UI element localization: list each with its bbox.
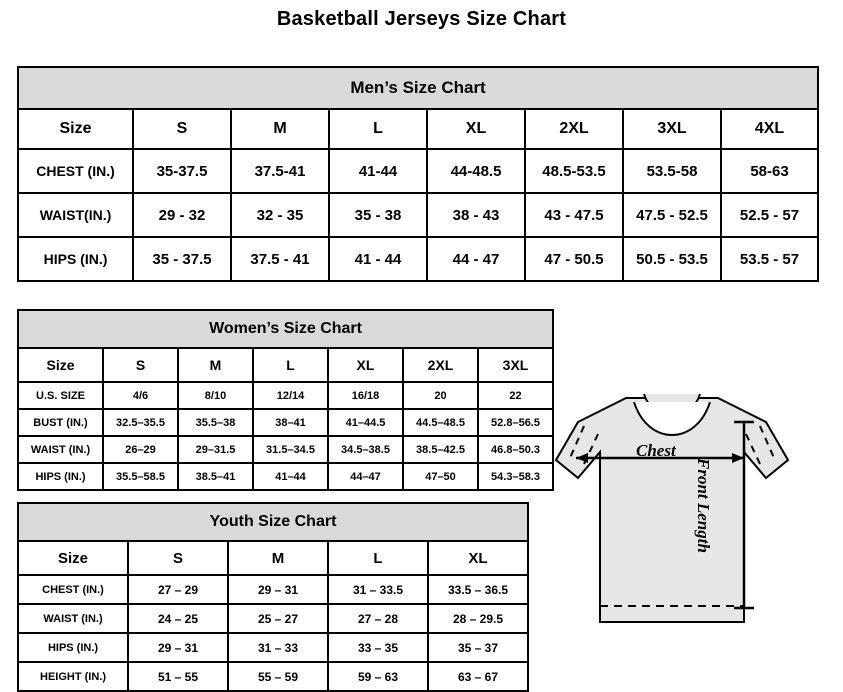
youth-table-caption: Youth Size Chart — [18, 503, 528, 541]
table-row — [18, 149, 818, 193]
mens-chest-xl: 44-48.5 — [427, 149, 525, 193]
mens-row-label-chest: CHEST (IN.) — [18, 149, 133, 193]
youth-header-m: M — [228, 541, 328, 575]
womens-row-label-waist: WAIST (IN.) — [18, 436, 103, 463]
youth-table-caption-row — [18, 503, 528, 541]
womens-header-xl: XL — [328, 348, 403, 382]
womens-hips-xl: 44–47 — [328, 463, 403, 490]
mens-table-header-row — [18, 109, 818, 149]
womens-header-2xl: 2XL — [403, 348, 478, 382]
table-row — [18, 575, 528, 604]
mens-waist-m: 32 - 35 — [231, 193, 329, 237]
mens-chest-3xl: 53.5-58 — [623, 149, 721, 193]
womens-row-label-bust: BUST (IN.) — [18, 409, 103, 436]
youth-header-size: Size — [18, 541, 128, 575]
youth-height-m: 55 – 59 — [228, 662, 328, 691]
womens-header-3xl: 3XL — [478, 348, 553, 382]
womens-waist-3xl: 46.8–50.3 — [478, 436, 553, 463]
mens-chest-s: 35-37.5 — [133, 149, 231, 193]
table-row — [18, 382, 553, 409]
youth-waist-m: 25 – 27 — [228, 604, 328, 633]
youth-hips-l: 33 – 35 — [328, 633, 428, 662]
mens-row-label-hips: HIPS (IN.) — [18, 237, 133, 281]
mens-header-l: L — [329, 109, 427, 149]
mens-hips-xl: 44 - 47 — [427, 237, 525, 281]
womens-header-s: S — [103, 348, 178, 382]
womens-table-caption: Women’s Size Chart — [18, 310, 553, 348]
womens-table-caption-row — [18, 310, 553, 348]
youth-chest-m: 29 – 31 — [228, 575, 328, 604]
youth-header-l: L — [328, 541, 428, 575]
mens-chest-m: 37.5-41 — [231, 149, 329, 193]
mens-waist-s: 29 - 32 — [133, 193, 231, 237]
womens-waist-2xl: 38.5–42.5 — [403, 436, 478, 463]
youth-waist-l: 27 – 28 — [328, 604, 428, 633]
mens-hips-3xl: 50.5 - 53.5 — [623, 237, 721, 281]
womens-bust-xl: 41–44.5 — [328, 409, 403, 436]
mens-header-3xl: 3XL — [623, 109, 721, 149]
mens-chest-l: 41-44 — [329, 149, 427, 193]
womens-hips-l: 41–44 — [253, 463, 328, 490]
mens-header-size: Size — [18, 109, 133, 149]
mens-header-s: S — [133, 109, 231, 149]
youth-row-label-hips: HIPS (IN.) — [18, 633, 128, 662]
mens-table-caption: Men’s Size Chart — [18, 67, 818, 109]
page-title: Basketball Jerseys Size Chart — [276, 8, 567, 30]
womens-bust-m: 35.5–38 — [178, 409, 253, 436]
youth-hips-xl: 35 – 37 — [428, 633, 528, 662]
youth-chest-l: 31 – 33.5 — [328, 575, 428, 604]
youth-table-header-row — [18, 541, 528, 575]
mens-header-2xl: 2XL — [525, 109, 623, 149]
youth-chest-xl: 33.5 – 36.5 — [428, 575, 528, 604]
womens-bust-3xl: 52.8–56.5 — [478, 409, 553, 436]
front-length-measurement-label: Front Length — [694, 458, 713, 553]
womens-waist-s: 26–29 — [103, 436, 178, 463]
table-row — [18, 604, 528, 633]
youth-header-s: S — [128, 541, 228, 575]
table-row — [18, 633, 528, 662]
womens-row-label-hips: HIPS (IN.) — [18, 463, 103, 490]
womens-size-chart-table — [17, 309, 554, 491]
mens-header-m: M — [231, 109, 329, 149]
womens-bust-s: 32.5–35.5 — [103, 409, 178, 436]
mens-chest-4xl: 58-63 — [721, 149, 818, 193]
womens-hips-2xl: 47–50 — [403, 463, 478, 490]
youth-chest-s: 27 – 29 — [128, 575, 228, 604]
youth-row-label-waist: WAIST (IN.) — [18, 604, 128, 633]
womens-waist-m: 29–31.5 — [178, 436, 253, 463]
youth-row-label-chest: CHEST (IN.) — [18, 575, 128, 604]
youth-height-s: 51 – 55 — [128, 662, 228, 691]
womens-table-header-row — [18, 348, 553, 382]
youth-waist-xl: 28 – 29.5 — [428, 604, 528, 633]
womens-ussize-l: 12/14 — [253, 382, 328, 409]
youth-height-l: 59 – 63 — [328, 662, 428, 691]
mens-hips-4xl: 53.5 - 57 — [721, 237, 818, 281]
mens-header-xl: XL — [427, 109, 525, 149]
mens-waist-l: 35 - 38 — [329, 193, 427, 237]
table-row — [18, 409, 553, 436]
womens-ussize-xl: 16/18 — [328, 382, 403, 409]
youth-row-label-height: HEIGHT (IN.) — [18, 662, 128, 691]
mens-hips-m: 37.5 - 41 — [231, 237, 329, 281]
womens-hips-m: 38.5–41 — [178, 463, 253, 490]
womens-ussize-s: 4/6 — [103, 382, 178, 409]
womens-waist-l: 31.5–34.5 — [253, 436, 328, 463]
womens-bust-l: 38–41 — [253, 409, 328, 436]
mens-size-chart-table — [17, 66, 819, 282]
table-row — [18, 662, 528, 691]
mens-waist-3xl: 47.5 - 52.5 — [623, 193, 721, 237]
mens-chest-2xl: 48.5-53.5 — [525, 149, 623, 193]
table-row — [18, 237, 818, 281]
table-row — [18, 463, 553, 490]
womens-header-l: L — [253, 348, 328, 382]
youth-size-chart-table — [17, 502, 529, 692]
chest-measurement-label: Chest — [636, 441, 676, 460]
womens-ussize-m: 8/10 — [178, 382, 253, 409]
womens-row-label-us-size: U.S. SIZE — [18, 382, 103, 409]
womens-bust-2xl: 44.5–48.5 — [403, 409, 478, 436]
mens-header-4xl: 4XL — [721, 109, 818, 149]
womens-ussize-3xl: 22 — [478, 382, 553, 409]
youth-hips-s: 29 – 31 — [128, 633, 228, 662]
mens-row-label-waist: WAIST(IN.) — [18, 193, 133, 237]
womens-header-size: Size — [18, 348, 103, 382]
mens-table-caption-row — [18, 67, 818, 109]
youth-header-xl: XL — [428, 541, 528, 575]
mens-hips-s: 35 - 37.5 — [133, 237, 231, 281]
youth-hips-m: 31 – 33 — [228, 633, 328, 662]
womens-header-m: M — [178, 348, 253, 382]
womens-hips-3xl: 54.3–58.3 — [478, 463, 553, 490]
mens-waist-xl: 38 - 43 — [427, 193, 525, 237]
womens-ussize-2xl: 20 — [403, 382, 478, 409]
youth-height-xl: 63 – 67 — [428, 662, 528, 691]
womens-hips-s: 35.5–58.5 — [103, 463, 178, 490]
mens-hips-2xl: 47 - 50.5 — [525, 237, 623, 281]
mens-waist-4xl: 52.5 - 57 — [721, 193, 818, 237]
mens-waist-2xl: 43 - 47.5 — [525, 193, 623, 237]
mens-hips-l: 41 - 44 — [329, 237, 427, 281]
womens-waist-xl: 34.5–38.5 — [328, 436, 403, 463]
table-row — [18, 436, 553, 463]
table-row — [18, 193, 818, 237]
youth-waist-s: 24 – 25 — [128, 604, 228, 633]
